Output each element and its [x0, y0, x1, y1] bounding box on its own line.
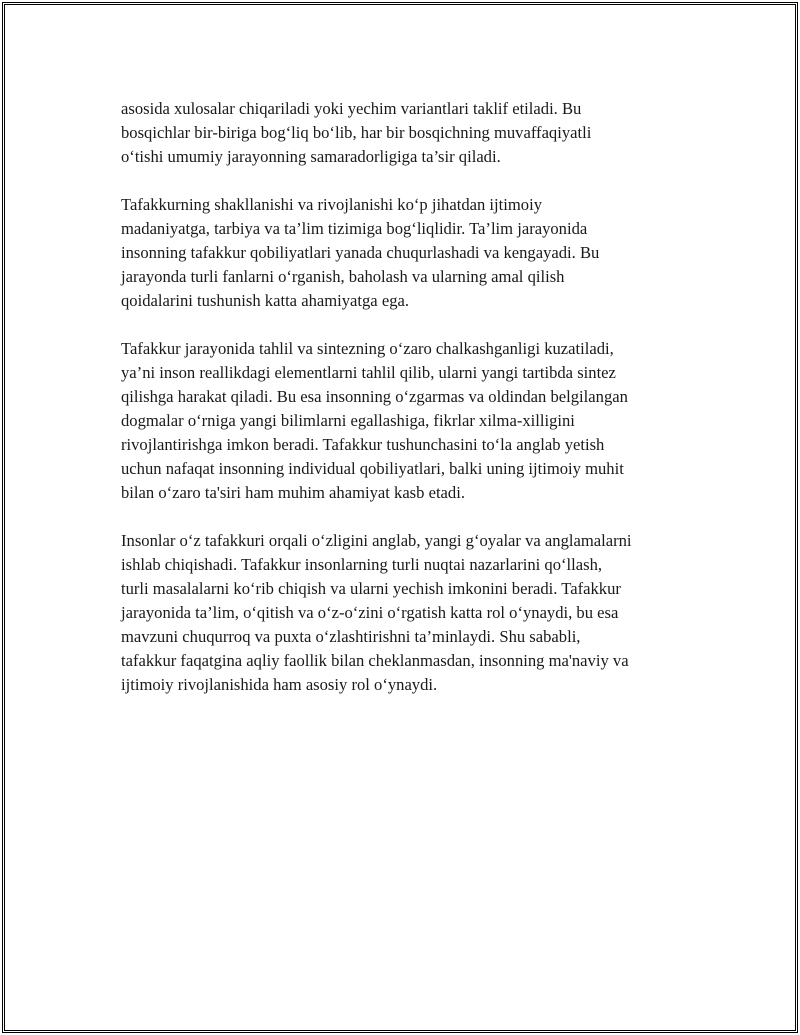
text-line: ya’ni inson reallikdagi elementlarni tahlil qilib, ularni yangi tartibda sintez [121, 363, 616, 382]
text-line: jarayonda turli fanlarni o‘rganish, baholash va ularning amal qilish [121, 267, 565, 286]
paragraph-3 [121, 337, 691, 505]
text-line: turli masalalarni ko‘rib chiqish va ularni yechish imkonini beradi. Tafakkur [121, 579, 621, 598]
text-line: bosqichlar bir-biriga bog‘liq bo‘lib, har bir bosqichning muvaffaqiyatli [121, 123, 592, 142]
paragraph-2 [121, 193, 691, 313]
text-line: asosida xulosalar chiqariladi yoki yechim variantlari taklif etiladi. Bu [121, 99, 582, 118]
text-line: tafakkur faqatgina aqliy faollik bilan cheklanmasdan, insonning ma'naviy va [121, 651, 629, 670]
text-line: jarayonida ta’lim, o‘qitish va o‘z-o‘zini o‘rgatish katta rol o‘ynaydi, bu esa [121, 603, 619, 622]
text-line: o‘tishi umumiy jarayonning samaradorligiga ta’sir qiladi. [121, 147, 501, 166]
text-line: mavzuni chuqurroq va puxta o‘zlashtirishni ta’minlaydi. Shu sababli, [121, 627, 581, 646]
text-line: insonning tafakkur qobiliyatlari yanada chuqurlashadi va kengayadi. Bu [121, 243, 600, 262]
text-line: uchun nafaqat insonning individual qobiliyatlari, balki uning ijtimoiy muhit [121, 459, 624, 478]
text-line: bilan o‘zaro ta'siri ham muhim ahamiyat kasb etadi. [121, 483, 465, 502]
text-line: dogmalar o‘rniga yangi bilimlarni egallashiga, fikrlar xilma-xilligini [121, 411, 575, 430]
paragraph-4 [121, 529, 691, 697]
page-border [2, 2, 798, 1033]
document-body [121, 97, 691, 721]
paragraph-1 [121, 97, 691, 169]
text-line: ijtimoiy rivojlanishida ham asosiy rol o‘ynaydi. [121, 675, 438, 694]
text-line: madaniyatga, tarbiya va ta’lim tizimiga bog‘liqlidir. Ta’lim jarayonida [121, 219, 588, 238]
text-line: Insonlar o‘z tafakkuri orqali o‘zligini anglab, yangi g‘oyalar va anglamalarni [121, 531, 632, 550]
text-line: ishlab chiqishadi. Tafakkur insonlarning turli nuqtai nazarlarini qo‘llash, [121, 555, 603, 574]
text-line: qilishga harakat qiladi. Bu esa insonning o‘zgarmas va oldindan belgilangan [121, 387, 628, 406]
text-line: rivojlantirishga imkon beradi. Tafakkur tushunchasini to‘la anglab yetish [121, 435, 605, 454]
text-line: Tafakkur jarayonida tahlil va sintezning o‘zaro chalkashganligi kuzatiladi, [121, 339, 614, 358]
text-line: qoidalarini tushunish katta ahamiyatga ega. [121, 291, 410, 310]
text-line: Tafakkurning shakllanishi va rivojlanishi ko‘p jihatdan ijtimoiy [121, 195, 542, 214]
